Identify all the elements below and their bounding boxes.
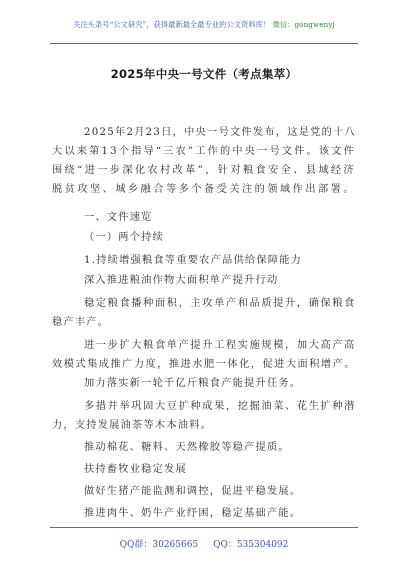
- body-line: 稳产丰产。: [52, 317, 110, 328]
- footer-qq: QQ：535304092: [213, 540, 289, 550]
- footer-qq-group: QQ群：30265665: [119, 540, 199, 550]
- body-line: 推动棉花、糖料、天然橡胶等稳产提质。: [84, 442, 290, 453]
- body-line: 力，支持发展油茶等木本油料。: [52, 420, 213, 431]
- body-line: 多措并举巩固大豆扩种成果，挖掘油菜、花生扩种潜: [84, 401, 356, 412]
- body-line: 深入推进粮油作物大面积单产提升行动: [84, 275, 279, 286]
- header-banner: [0, 20, 408, 30]
- body-line: 推进肉牛、奶牛产业纾困，稳定基础产能。: [84, 508, 302, 519]
- body-line: 扶持畜牧业稳定发展: [84, 464, 187, 475]
- body-line: 效模式集成推广力度，推进水肥一体化，促进大面积增产。: [52, 359, 356, 370]
- document-title: 2025年中央一号文件（考点集萃）: [110, 67, 298, 81]
- body-line: 1.持续增强粮食等重要农产品供给保障能力: [84, 255, 303, 266]
- footer-divider: [50, 527, 358, 528]
- header-divider: [50, 43, 358, 44]
- body-line: 稳定粮食播种面积，主攻单产和品质提升，确保粮食: [84, 298, 356, 309]
- body-line: 脱贫攻坚、城乡融合等多个备受关注的领域作出部署。: [52, 184, 356, 195]
- body-line: 进一步扩大粮食单产提升工程实施规模，加大高产高: [84, 340, 356, 351]
- body-line: 加力落实新一轮千亿斤粮食产能提升任务。: [84, 378, 302, 389]
- footer-contact: [0, 537, 408, 550]
- body-line: 围绕“进一步深化农村改革”，针对粮食安全、县域经济: [52, 165, 356, 176]
- header-wechat-text: 微信：gongwenyj: [272, 20, 335, 29]
- body-line: 2025年2月23日，中央一号文件发布，这是党的十八: [84, 127, 356, 138]
- body-line: 一、文件速览: [84, 212, 153, 223]
- body-line: 大以来第13个指导“三农”工作的中央一号文件。该文件: [52, 146, 356, 157]
- header-promo-text: 关注头条号“公文研究”，获得最新最全最专业的公文资料库！: [73, 20, 271, 29]
- body-line: 做好生猪产能监测和调控，促进平稳发展。: [84, 486, 302, 497]
- body-line: （一）两个持续: [84, 232, 165, 243]
